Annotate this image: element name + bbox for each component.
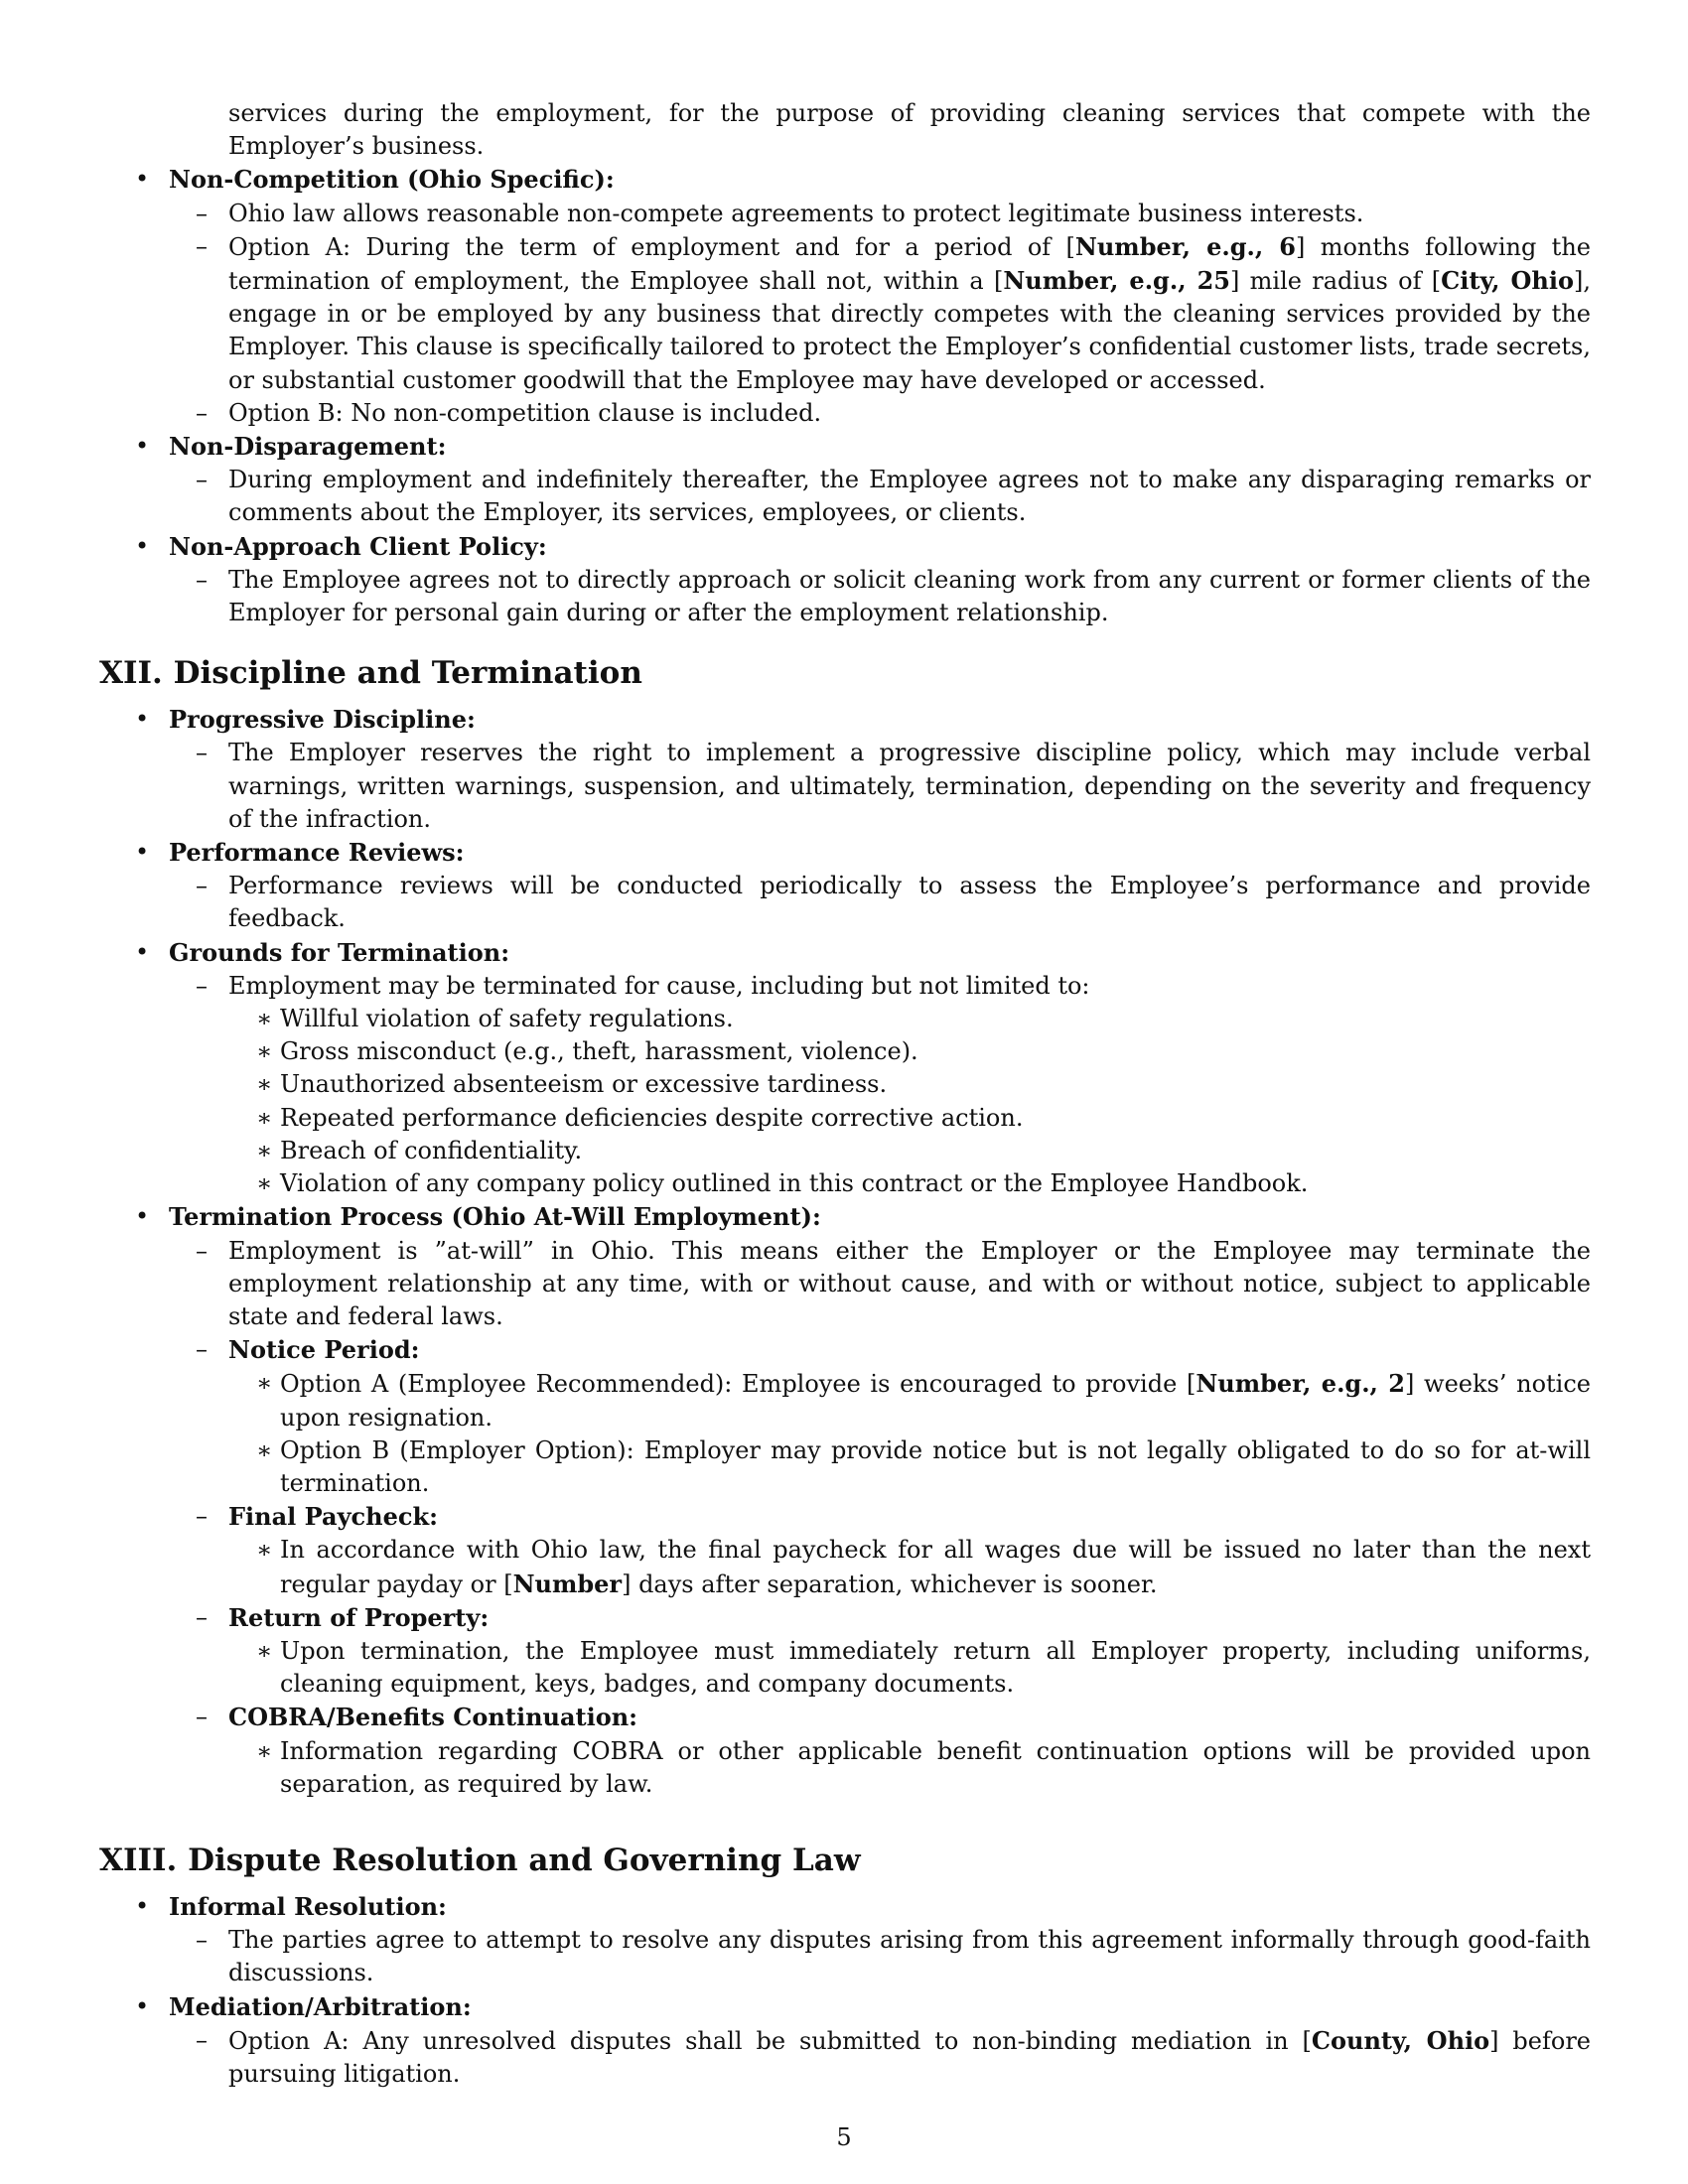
continued-paragraph: services during the employment, for the purpose of providing cleaning services that compete with the Employer’s business. — [228, 99, 1591, 161]
star-marker: ∗ — [256, 1169, 273, 1198]
star-marker: ∗ — [256, 1103, 273, 1132]
item-title: Non-Disparagement: — [169, 432, 447, 462]
dash-marker: – — [196, 2025, 208, 2054]
star-marker: ∗ — [256, 1369, 273, 1398]
dash-marker: – — [196, 872, 208, 900]
item-text: Option A: During the term of employment and for a period of [ — [228, 232, 1075, 261]
list-item-final-paycheck — [169, 1500, 1591, 1601]
document-page — [99, 97, 1591, 2091]
dispute-list — [99, 1890, 1591, 2091]
item-text: Information regarding COBRA or other applicable benefit continuation options will be provided upon separation, as required by law. — [280, 1736, 1591, 1798]
discipline-list — [99, 703, 1591, 1801]
page-number: 5 — [836, 2123, 852, 2151]
dash-marker: – — [196, 1236, 208, 1265]
dash-marker: – — [196, 199, 208, 227]
item-text: Upon termination, the Employee must immediately return all Employer property, including uniforms, cleaning equipment, keys, badges, and company documents. — [280, 1636, 1591, 1699]
list-item — [169, 1235, 1591, 1334]
list-item-cobra — [169, 1701, 1591, 1801]
list-item — [169, 397, 1591, 430]
list-item — [228, 1167, 1591, 1200]
dash-marker: – — [196, 971, 208, 1000]
list-item-return-property — [169, 1601, 1591, 1702]
placeholder-field: Number, e.g., 6 — [1074, 231, 1296, 261]
sub-title: COBRA/Benefits Continuation: — [228, 1703, 638, 1732]
placeholder-field: Number — [512, 1569, 623, 1598]
item-text: ] mile radius of [ — [1229, 267, 1442, 296]
dash-marker: – — [196, 1335, 208, 1364]
item-title: Informal Resolution: — [169, 1891, 447, 1921]
star-marker: ∗ — [256, 1070, 273, 1099]
list-item — [169, 464, 1591, 529]
list-item — [228, 1135, 1591, 1167]
sub-title: Final Paycheck: — [228, 1502, 438, 1532]
section-title-dispute-resolution: XIII. Dispute Resolution and Governing Law — [99, 1842, 861, 1878]
item-text: Option B: No non-competition clause is included. — [228, 398, 822, 427]
list-item-notice-period — [169, 1333, 1591, 1500]
bullet-marker: • — [135, 705, 150, 734]
item-text: In accordance with Ohio law, the final paycheck for all wages due will be issued no later than the next regular payday or [ — [280, 1536, 1591, 1598]
bullet-marker: • — [135, 1991, 150, 2020]
confidentiality-list — [99, 163, 1591, 629]
item-title: Termination Process (Ohio At-Will Employment): — [169, 1202, 821, 1232]
star-marker: ∗ — [256, 1736, 273, 1765]
item-text: The Employee agrees not to directly approach or solicit cleaning work from any current or former clients of the Employer for personal gain during or after the employment relationship. — [228, 565, 1591, 627]
item-title: Mediation/Arbitration: — [169, 1991, 472, 2021]
dash-marker: – — [196, 398, 208, 427]
list-item-non-approach — [99, 530, 1591, 630]
item-text: Repeated performance deficiencies despite corrective action. — [280, 1103, 1024, 1132]
list-item — [228, 1367, 1591, 1433]
dash-marker: – — [196, 466, 208, 494]
dash-marker: – — [196, 1502, 208, 1531]
section-title-discipline: XII. Discipline and Termination — [99, 655, 642, 692]
dash-marker: – — [196, 739, 208, 767]
dash-marker: – — [196, 1926, 208, 1955]
item-title: Performance Reviews: — [169, 838, 465, 868]
item-text: The parties agree to attempt to resolve any disputes arising from this agreement informally through good-faith discussions. — [228, 1926, 1591, 1987]
list-item — [169, 198, 1591, 230]
list-item — [169, 737, 1591, 836]
item-title: Non-Approach Client Policy: — [169, 531, 547, 561]
list-item — [228, 1635, 1591, 1701]
item-text: Option A: Any unresolved disputes shall be submitted to non-binding mediation in [ — [228, 2026, 1312, 2055]
item-text: ] before pursuing litigation. — [228, 2026, 1592, 2088]
item-text: Employment may be terminated for cause, including but not limited to: — [228, 971, 1090, 1000]
placeholder-field: Number, e.g., 25 — [1003, 266, 1230, 296]
item-text: ] months following the termination of employment, the Employee shall not, within a [ — [228, 232, 1591, 296]
star-marker: ∗ — [256, 1136, 273, 1164]
item-text: Option B (Employer Option): Employer may provide notice but is not legally obligated to do so for at-will termination. — [280, 1435, 1591, 1497]
bullet-marker: • — [135, 838, 150, 867]
star-marker: ∗ — [256, 1037, 273, 1066]
dash-marker: – — [196, 231, 208, 260]
bullet-marker: • — [135, 531, 150, 560]
item-text: Option A (Employee Recommended): Employee is encouraged to provide [ — [280, 1370, 1196, 1399]
list-item-termination-process — [99, 1200, 1591, 1801]
list-item-progressive-discipline — [99, 703, 1591, 836]
list-item — [169, 1924, 1591, 1989]
list-item — [169, 230, 1591, 397]
item-text: Performance reviews will be conducted periodically to assess the Employee’s performance and provide feedback. — [228, 872, 1591, 933]
item-text: Violation of any company policy outlined in this contract or the Employee Handbook. — [280, 1169, 1309, 1198]
list-item — [169, 2024, 1591, 2091]
star-marker: ∗ — [256, 1636, 273, 1665]
list-item — [228, 1068, 1591, 1101]
list-item — [169, 870, 1591, 935]
list-item — [228, 1434, 1591, 1500]
bullet-marker: • — [135, 1891, 150, 1920]
list-item-performance-reviews — [99, 836, 1591, 936]
placeholder-field: Number, e.g., 2 — [1196, 1369, 1405, 1399]
item-text: ] days after separation, whichever is sooner. — [622, 1570, 1158, 1598]
item-text: Employment is ”at-will” in Ohio. This means either the Employer or the Employee may terminate the employment relationship at any time, with or without cause, and with or without notice, subject to applicable state and federal laws. — [228, 1236, 1591, 1330]
item-text: Willful violation of safety regulations. — [280, 1005, 734, 1033]
dash-marker: – — [196, 1602, 208, 1631]
star-marker: ∗ — [256, 1435, 273, 1464]
bullet-marker: • — [135, 165, 150, 194]
item-text: Ohio law allows reasonable non-compete agreements to protect legitimate business interests. — [228, 199, 1364, 227]
star-marker: ∗ — [256, 1005, 273, 1033]
item-title: Progressive Discipline: — [169, 705, 476, 735]
item-title: Grounds for Termination: — [169, 937, 510, 967]
list-item — [228, 1003, 1591, 1035]
item-text: Breach of confidentiality. — [280, 1136, 583, 1164]
list-item-non-competition — [99, 163, 1591, 430]
bullet-marker: • — [135, 1202, 150, 1231]
item-text: ], engage in or be employed by any business that directly competes with the cleaning services provided by the Employer. This clause is specifically tailored to protect the Employer’s confidential customer lists, trade secrets, or substantial customer goodwill that the Employee may have developed or accessed. — [228, 267, 1591, 394]
item-text: During employment and indefinitely thereafter, the Employee agrees not to make any disparaging remarks or comments about the Employer, its services, employees, or clients. — [228, 466, 1591, 527]
dash-marker: – — [196, 1703, 208, 1731]
item-text: The Employer reserves the right to implement a progressive discipline policy, which may include verbal warnings, written warnings, suspension, and ultimately, termination, depending on the severity and frequency of the infraction. — [228, 739, 1591, 833]
list-item-mediation — [99, 1990, 1591, 2092]
item-text: Gross misconduct (e.g., theft, harassment, violence). — [280, 1037, 918, 1066]
item-text: ] weeks’ notice upon resignation. — [280, 1370, 1591, 1432]
bullet-marker: • — [135, 937, 150, 966]
star-marker: ∗ — [256, 1536, 273, 1565]
item-title: Non-Competition (Ohio Specific): — [169, 165, 615, 195]
placeholder-field: City, Ohio — [1441, 266, 1574, 296]
sub-title: Notice Period: — [228, 1335, 420, 1365]
list-item — [169, 564, 1591, 629]
list-item-grounds-termination — [99, 936, 1591, 1201]
placeholder-field: County, Ohio — [1311, 2025, 1490, 2055]
list-item-non-disparagement — [99, 430, 1591, 530]
list-item-informal-resolution — [99, 1890, 1591, 1990]
sub-title: Return of Property: — [228, 1602, 490, 1632]
list-item — [228, 1035, 1591, 1068]
list-item — [228, 1735, 1591, 1801]
list-item — [228, 1534, 1591, 1600]
list-item — [169, 970, 1591, 1200]
dash-marker: – — [196, 565, 208, 594]
item-text: Unauthorized absenteeism or excessive tardiness. — [280, 1070, 888, 1099]
list-item — [228, 1102, 1591, 1135]
bullet-marker: • — [135, 432, 150, 461]
